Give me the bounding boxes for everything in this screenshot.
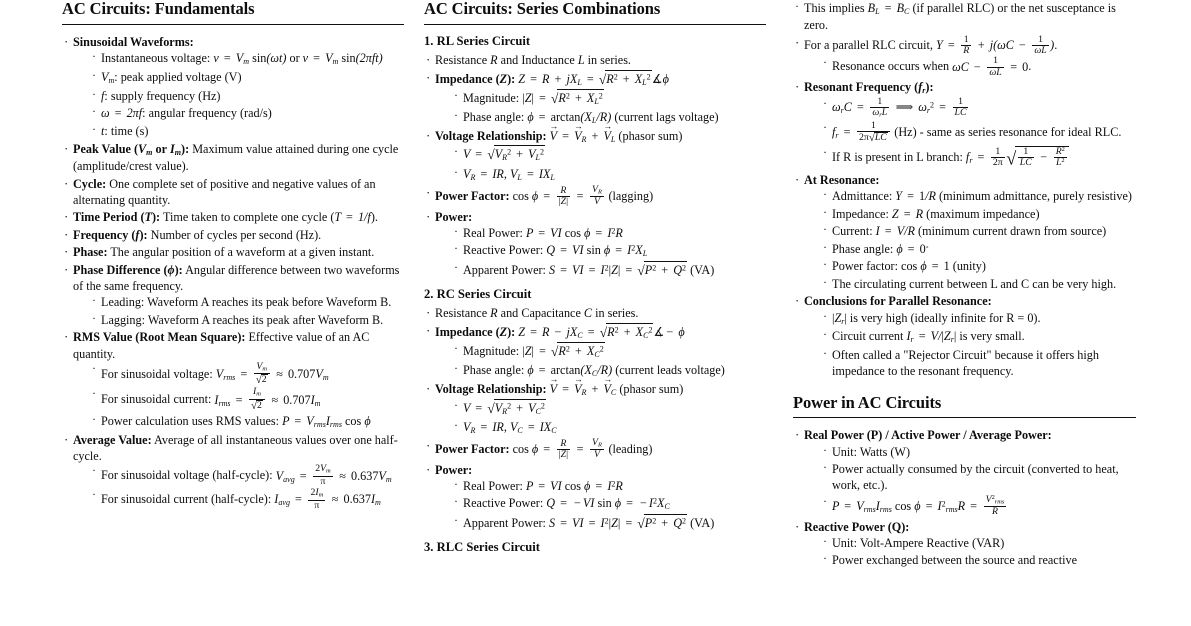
rc-pf-note: (leading) bbox=[608, 441, 653, 456]
list-item-rc-impedance bbox=[424, 323, 766, 380]
subsection-rc-series: 2. RC Series Circuit bbox=[424, 287, 532, 302]
formula-rl-vr-vl: $V_R$ = IR, $V_L = IX_L$ bbox=[463, 166, 555, 182]
rc-phase-note: (current leads voltage) bbox=[615, 363, 725, 378]
list-item-t bbox=[90, 123, 404, 139]
peak-value-text: Maximum value attained during one cycle (amplitude/crest value). bbox=[73, 141, 399, 173]
avg-sublist bbox=[73, 464, 404, 510]
list-item-rl-resistance bbox=[424, 52, 766, 68]
f-definition: : supply frequency (Hz) bbox=[104, 88, 221, 103]
rc-series-list bbox=[424, 305, 766, 533]
rc-qp-label: Reactive Power: bbox=[463, 496, 544, 511]
formula-fr-with-r: $f_r$ = $\frac{1}{2\pi}$ √ $\frac{1}{LC}$ − $\frac{R^2}{L^2}$ bbox=[966, 150, 1069, 164]
list-item-circulating-current: · The circulating current between L and C can be very high. bbox=[821, 276, 1136, 292]
list-item-circuit-current bbox=[821, 328, 1136, 345]
resonance-occurs-label: Resonance occurs when bbox=[832, 59, 950, 74]
rl-pf-note: (lagging) bbox=[608, 188, 654, 203]
rl-va: (VA) bbox=[690, 263, 715, 278]
resonant-freq-label2: ): bbox=[925, 80, 934, 95]
rl-pf-label: Power Factor: bbox=[435, 188, 510, 203]
formula-irms: $I_{rms}$ = $\frac{I_m}{√2}$ ≈ $0.707I_m$ bbox=[214, 386, 321, 412]
formula-vavg: $V_{avg}$ = $\frac{2V_m}{\pi}$ ≈ $0.637V_m$ bbox=[275, 463, 392, 487]
symbol-L: L bbox=[577, 53, 585, 68]
implies-a: This implies bbox=[804, 1, 865, 15]
formula-ir: $I_r = V/|Z_r|$ bbox=[906, 329, 957, 345]
time-period-label-close: ): bbox=[151, 210, 161, 225]
list-item-rms bbox=[62, 329, 404, 430]
heading-rule-3 bbox=[793, 417, 1136, 418]
list-item-phase-difference bbox=[62, 262, 404, 328]
rc-res-c: in series. bbox=[595, 306, 639, 321]
fundamentals-list bbox=[62, 34, 404, 511]
power-section-title: Power in AC Circuits bbox=[793, 392, 942, 412]
rc-imp-label2: ): bbox=[507, 324, 516, 339]
list-item-rc-v bbox=[452, 399, 766, 418]
symbol-R: R bbox=[490, 53, 498, 68]
circuit-current-label: Circuit current bbox=[832, 329, 904, 344]
list-item-lagging: · Lagging: Waveform A reaches its peak after Waveform B. bbox=[90, 312, 404, 328]
list-item-rl-power bbox=[424, 209, 766, 281]
phase-diff-label-close: ): bbox=[174, 263, 183, 278]
vm-definition: : peak applied voltage (V) bbox=[114, 69, 242, 84]
symbol-vm-im: $V_m$ or $I_m$ bbox=[138, 141, 182, 157]
symbol-f: f bbox=[101, 88, 105, 103]
list-item-rc-apparent-power bbox=[452, 514, 766, 533]
at-resonance-label: At Resonance: bbox=[804, 172, 880, 187]
list-item-avg-voltage bbox=[90, 464, 404, 486]
rl-phase-label: Phase angle: bbox=[463, 110, 525, 125]
rc-phase-label: Phase angle: bbox=[463, 363, 525, 378]
list-item-cycle bbox=[62, 176, 404, 208]
formula-time-period: T = 1/f bbox=[334, 210, 371, 225]
avg-text: Average of all instantaneous values over one half-cycle. bbox=[73, 433, 398, 464]
list-item-rms-voltage bbox=[90, 362, 404, 386]
parallel-rlc-label: For a parallel RLC circuit, bbox=[804, 38, 933, 53]
list-item-vm bbox=[90, 69, 404, 86]
formula-rl-magnitude: $|Z| = √R^2 + X_L^2$ bbox=[522, 90, 603, 106]
list-item-implies-bl-bc bbox=[793, 0, 1136, 33]
list-item-resonant-frequency bbox=[793, 79, 1136, 170]
formula-resonance-condition: ωC − $\frac{1}{\omega L}$ = 0 bbox=[952, 55, 1029, 78]
rl-qp-label: Reactive Power: bbox=[463, 243, 544, 258]
list-item-rl-v bbox=[452, 145, 766, 164]
rms-label: RMS Value (Root Mean Square): bbox=[73, 330, 246, 345]
formula-rl-real-power: P = VI $\cos \phi = I^2R$ bbox=[525, 225, 623, 240]
reactive-power-sublist bbox=[804, 535, 1136, 569]
symbol-vm: $V_m$ bbox=[101, 69, 115, 85]
list-item-unit-watts: · Unit: Watts (W) bbox=[821, 444, 1136, 460]
list-item-rc-power bbox=[424, 462, 766, 534]
list-item-omega-r bbox=[821, 97, 1136, 119]
at-resonance-sublist bbox=[804, 188, 1136, 292]
list-item-rl-voltage-rel bbox=[424, 128, 766, 183]
sinusoidal-sublist bbox=[73, 50, 404, 139]
list-item-phase-angle-res bbox=[821, 241, 1136, 257]
rc-vr-note: (phasor sum) bbox=[619, 382, 684, 397]
power-list bbox=[793, 427, 1136, 568]
rl-res-b: and Inductance bbox=[500, 53, 575, 68]
symbol-T: T bbox=[144, 210, 152, 225]
formula-power-rms: $P = V_{rms}I_{rms}$ cos ϕ bbox=[282, 414, 371, 430]
avg-voltage-label: For sinusoidal voltage (half-cycle): bbox=[101, 468, 273, 483]
heading-rule bbox=[62, 24, 404, 25]
rc-impedance-sublist bbox=[435, 342, 766, 380]
formula-rc-magnitude: $|Z| = √R^2 + X_C^2$ bbox=[522, 343, 604, 359]
fr-note: (Hz) - same as series resonance for ideal RLC. bbox=[894, 124, 1122, 139]
rc-power-label: Power: bbox=[435, 462, 473, 477]
rms-power-label: Power calculation uses RMS values: bbox=[101, 414, 280, 429]
list-item-rl-impedance bbox=[424, 70, 766, 127]
formula-fr: $f_r$ = $\frac{1}{2\pi√LC}$ bbox=[832, 125, 891, 139]
rc-mag-label: Magnitude: bbox=[463, 343, 520, 358]
formula-instantaneous-voltage: $v = V_m$ sin(ωt) or $v = V_m$ sin(2πft) bbox=[213, 51, 383, 66]
phase-diff-sublist bbox=[73, 294, 404, 328]
list-item-rms-power bbox=[90, 413, 404, 430]
formula-rc-phase: $\phi = \arctan(X_C/R)$ bbox=[527, 363, 613, 379]
rl-power-label: Power: bbox=[435, 209, 473, 224]
circuit-current-note: is very small. bbox=[959, 329, 1025, 344]
rl-rp-label: Real Power: bbox=[463, 225, 523, 240]
rc-pf-label: Power Factor: bbox=[435, 441, 510, 456]
time-period-text: Time taken to complete one cycle ( bbox=[162, 210, 335, 225]
symbol-phi: ϕ bbox=[167, 263, 175, 278]
subsection-rlc-series: 3. RLC Series Circuit bbox=[424, 540, 540, 555]
formula-rc-vr-vc: $V_R$ = IR, $V_C = IX_C$ bbox=[463, 420, 557, 435]
list-item-zr-high bbox=[821, 310, 1136, 327]
formula-impedance-res: Z = R bbox=[891, 206, 924, 221]
rc-res-a: Resistance bbox=[435, 306, 488, 321]
list-item-real-power-formula bbox=[821, 495, 1136, 517]
list-item-sinusoidal bbox=[62, 34, 404, 139]
list-item-rms-current bbox=[90, 387, 404, 411]
symbol-R-rc: R bbox=[490, 306, 498, 321]
avg-current-label: For sinusoidal current (half-cycle): bbox=[101, 492, 272, 507]
rl-res-c: in series. bbox=[587, 53, 631, 68]
phase-text: The angular position of a waveform at a given instant. bbox=[110, 245, 375, 260]
list-item-rc-magnitude bbox=[452, 342, 766, 361]
list-item-frequency bbox=[62, 227, 404, 243]
list-item-unit-var: · Unit: Volt-Ampere Reactive (VAR) bbox=[821, 535, 1136, 551]
rl-mag-label: Magnitude: bbox=[463, 90, 520, 105]
zr-high-text: is very high (ideally infinite for R = 0). bbox=[849, 310, 1041, 325]
subsection-rl-series: 1. RL Series Circuit bbox=[424, 33, 531, 48]
rl-phase-note: (current lags voltage) bbox=[614, 110, 719, 125]
reactive-power-label: Reactive Power (Q): bbox=[804, 519, 910, 534]
formula-rl-pf: cos ϕ = $\frac{R}{|Z|}$ = $\frac{V_R}{V}$ bbox=[512, 183, 602, 207]
impedance-label-res: Impedance: bbox=[832, 206, 889, 221]
list-item-avg-current bbox=[90, 488, 404, 510]
rl-series-list bbox=[424, 52, 766, 280]
r-present-label: If R is present in L branch: bbox=[832, 149, 963, 164]
list-item-rc-real-power bbox=[452, 478, 766, 494]
cycle-label: Cycle: bbox=[73, 176, 107, 191]
current-note: (minimum current drawn from source) bbox=[918, 224, 1107, 239]
symbol-f-bold: f bbox=[135, 227, 140, 242]
column-series-combinations bbox=[424, 0, 766, 558]
list-item-rl-real-power bbox=[452, 225, 766, 241]
instantaneous-voltage-label: Instantaneous voltage: bbox=[101, 51, 211, 66]
formula-power-factor-res: cos ϕ = 1 bbox=[901, 259, 950, 274]
rl-res-a: Resistance bbox=[435, 53, 488, 68]
list-item-real-power bbox=[793, 427, 1136, 517]
list-item-current-res bbox=[821, 223, 1136, 239]
list-item-at-resonance bbox=[793, 172, 1136, 292]
parallel-rlc-sublist bbox=[804, 56, 1136, 78]
formula-rc-pf: cos ϕ = $\frac{R}{|Z|}$ = $\frac{V_R}{V}$ bbox=[512, 436, 602, 461]
rc-vr-label: Voltage Relationship: bbox=[435, 382, 547, 397]
list-item-rl-apparent-power bbox=[452, 261, 766, 280]
avg-label: Average Value: bbox=[73, 433, 152, 448]
list-item-instantaneous-voltage bbox=[90, 50, 404, 67]
frequency-label: Frequency ( bbox=[73, 227, 136, 242]
formula-bl-bc: $B_L = B_C$ bbox=[867, 1, 910, 16]
list-item-average-value bbox=[62, 432, 404, 511]
omega-definition: : angular frequency (rad/s) bbox=[142, 106, 272, 121]
formula-rl-apparent-power: S = VI = $I^2|Z| = √P^2 + Q^2$ bbox=[548, 263, 687, 279]
list-item-impedance-res bbox=[821, 206, 1136, 222]
rl-vr-note: (phasor sum) bbox=[618, 128, 683, 143]
list-item-rl-vr-vl bbox=[452, 166, 766, 183]
rc-power-sublist bbox=[435, 478, 766, 533]
formula-current-res: I = V/R bbox=[875, 224, 915, 239]
list-item-power-factor-res bbox=[821, 258, 1136, 274]
rc-voltage-sublist bbox=[435, 399, 766, 437]
rl-voltage-sublist bbox=[435, 145, 766, 183]
formula-rl-reactive-power: Q = VI $\sin \phi = I^2X_L$ bbox=[546, 243, 648, 259]
formula-rl-voltage-rel: V → = $V \to_R + V \to_L$ bbox=[550, 129, 616, 143]
list-item-fr-formula bbox=[821, 121, 1136, 144]
formula-rc-real-power: P = VI $\cos \phi = I^2R$ bbox=[525, 478, 623, 493]
list-item-rc-resistance bbox=[424, 305, 766, 321]
formula-zr: $|Z_r|$ bbox=[832, 310, 847, 326]
list-item-conclusions bbox=[793, 293, 1136, 379]
formula-rc-reactive-power: Q = − VI sin ϕ = − $I^2X_C$ bbox=[546, 496, 670, 512]
list-item-omega bbox=[90, 105, 404, 121]
list-item-rc-power-factor bbox=[424, 438, 766, 460]
rl-impedance-sublist bbox=[435, 89, 766, 127]
list-item-rc-voltage-rel bbox=[424, 381, 766, 436]
t-definition: : time (s) bbox=[104, 124, 149, 138]
phase-diff-label: Phase Difference ( bbox=[73, 263, 168, 278]
rms-sublist bbox=[73, 362, 404, 431]
impedance-note: (maximum impedance) bbox=[926, 206, 1040, 221]
column-parallel-resonance-power bbox=[793, 0, 1136, 570]
symbol-omega: ω = 2πf bbox=[101, 106, 143, 121]
rl-vr-label: Voltage Relationship: bbox=[435, 128, 547, 143]
rl-sp-label: Apparent Power: bbox=[463, 263, 546, 278]
list-item-rl-power-factor bbox=[424, 185, 766, 207]
list-item-consumed: · Power actually consumed by the circuit (converted to heat, work, etc.). bbox=[821, 461, 1136, 493]
formula-vrms: $V_{rms}$ = $\frac{V_m}{√2}$ ≈ $0.707V_m$ bbox=[215, 360, 329, 386]
formula-rl-phase: $\phi = \arctan(X_L/R)$ bbox=[527, 110, 612, 125]
symbol-C: C bbox=[583, 306, 593, 321]
formula-admittance: Y = 1/R bbox=[895, 188, 936, 203]
formula-rc-v: $V = √V_R^2 + V_C^2$ bbox=[463, 400, 545, 416]
real-power-sublist bbox=[804, 444, 1136, 518]
list-item-rc-reactive-power bbox=[452, 495, 766, 512]
frequency-text: Number of cycles per second (Hz). bbox=[150, 227, 322, 242]
symbol-Z: Z bbox=[499, 71, 508, 86]
rl-imp-label2: ): bbox=[507, 71, 516, 86]
formula-rl-impedance: $Z = R + jX_L = √R^2$ + $X_L^2∡\phi$ bbox=[518, 71, 669, 87]
rc-imp-label: Impedance ( bbox=[435, 324, 500, 339]
formula-rc-voltage-rel: V → = $V \to_R + V \to_C$ bbox=[550, 382, 617, 396]
symbol-t: t bbox=[101, 124, 105, 138]
phase-diff-text: Angular difference between two waveforms of the same frequency. bbox=[73, 263, 400, 294]
list-item-rl-reactive-power bbox=[452, 242, 766, 259]
peak-value-label: Peak Value ( bbox=[73, 141, 139, 156]
list-item-phase bbox=[62, 244, 404, 260]
list-item-admittance bbox=[821, 188, 1136, 204]
phase-angle-label-res: Phase angle: bbox=[832, 241, 894, 256]
power-factor-label-res: Power factor: bbox=[832, 259, 898, 274]
symbol-Z-rc: Z bbox=[499, 324, 508, 339]
admittance-label: Admittance: bbox=[832, 188, 893, 203]
list-item-leading: · Leading: Waveform A reaches its peak before Waveform B. bbox=[90, 294, 404, 310]
series-combinations-title: AC Circuits: Series Combinations bbox=[424, 0, 661, 18]
list-item-rejector: · Often called a "Rejector Circuit" because it offers high impedance to the resonant frequency. bbox=[821, 347, 1136, 379]
resonant-freq-label: Resonant Frequency ( bbox=[804, 80, 919, 95]
list-item-rl-magnitude bbox=[452, 89, 766, 108]
heading-rule-2 bbox=[424, 24, 766, 25]
formula-rl-v: $V = √V_R^2 + V_L^2$ bbox=[463, 147, 545, 163]
cycle-text: One complete set of positive and negative values of an alternating quantity. bbox=[73, 176, 376, 207]
rc-rp-label: Real Power: bbox=[463, 478, 523, 493]
list-item-fr-with-r bbox=[821, 146, 1136, 171]
list-item-parallel-rlc: · For a parallel RLC circuit, Y = $\frac{1}{R}$ + j(ωC − $\frac{1}{\omega L}$ ). · Resonance occurs when ωC − $\frac{1}{\omega L}$ = 0. bbox=[793, 35, 1136, 78]
rms-voltage-label: For sinusoidal voltage: bbox=[101, 366, 213, 381]
peak-value-label-close: ): bbox=[181, 141, 190, 156]
column-fundamentals bbox=[62, 0, 404, 512]
list-item-reactive-power bbox=[793, 519, 1136, 569]
parallel-resonance-list bbox=[793, 0, 1136, 380]
real-power-label: Real Power (P) / Active Power / Average Power: bbox=[804, 428, 1052, 443]
list-item-f bbox=[90, 88, 404, 104]
rc-res-b: and Capacitance bbox=[500, 306, 581, 321]
formula-iavg: $I_{avg}$ = $\frac{2I_m}{\pi}$ ≈ $0.637I_m$ bbox=[274, 487, 381, 511]
rc-va: (VA) bbox=[690, 516, 715, 531]
sinusoidal-label: Sinusoidal Waveforms: bbox=[73, 34, 194, 49]
power-factor-note-res: (unity) bbox=[952, 259, 986, 274]
formula-rc-apparent-power: S = VI = $I^2|Z| = √P^2 + Q^2$ bbox=[548, 516, 687, 532]
list-item-peak-value bbox=[62, 141, 404, 174]
rl-imp-label: Impedance ( bbox=[435, 71, 500, 86]
rl-power-sublist bbox=[435, 225, 766, 280]
conclusions-sublist bbox=[804, 310, 1136, 380]
formula-phase-angle-res: ϕ = 0◦ bbox=[896, 241, 929, 256]
conclusions-label: Conclusions for Parallel Resonance: bbox=[804, 294, 992, 309]
list-item-exchanged: · Power exchanged between the source and reactive bbox=[821, 552, 1136, 568]
list-item-time-period: · Time Period (T): Time taken to complete one cycle (T = 1/f). bbox=[62, 209, 404, 225]
symbol-fr: $f_r$ bbox=[918, 80, 926, 96]
formula-omega-r: $\omega_rC$ = $\frac{1}{\omega_rL}$ ⟹ $\omega_r^2$ = $\frac{1}{LC}$ bbox=[832, 95, 967, 119]
implies-b: (if parallel RLC) or the net susceptance is zero. bbox=[804, 1, 1116, 33]
resonant-frequency-sublist bbox=[804, 97, 1136, 170]
formula-rc-impedance: $Z = R - jX_C = √R^2$ + $X_C^2∡ - \phi$ bbox=[518, 324, 685, 340]
formula-admittance-Y: Y = $\frac{1}{R}$ + j(ωC − $\frac{1}{\omega L}$ ) bbox=[936, 33, 1055, 57]
page-title: AC Circuits: Fundamentals bbox=[62, 0, 255, 18]
rms-current-label: For sinusoidal current: bbox=[101, 392, 212, 407]
list-item-resonance-occurs: · Resonance occurs when ωC − $\frac{1}{\omega L}$ = 0. bbox=[821, 56, 1136, 78]
rc-sp-label: Apparent Power: bbox=[463, 516, 546, 531]
formula-real-power-full: $P = V_{rms}I_{rms}$ $\cos \phi = I^2_{rms}R$ = $\frac{V^2_{rms}}{R}$ bbox=[832, 493, 1005, 517]
time-period-label: Time Period ( bbox=[73, 210, 145, 225]
rms-text: Effective value of an AC quantity. bbox=[73, 330, 370, 361]
list-item-rc-vr-vc bbox=[452, 419, 766, 436]
admittance-note: (minimum admittance, purely resistive) bbox=[939, 188, 1132, 203]
phase-label: Phase: bbox=[73, 245, 108, 260]
current-label: Current: bbox=[832, 224, 873, 239]
frequency-label-close: ): bbox=[139, 227, 148, 242]
